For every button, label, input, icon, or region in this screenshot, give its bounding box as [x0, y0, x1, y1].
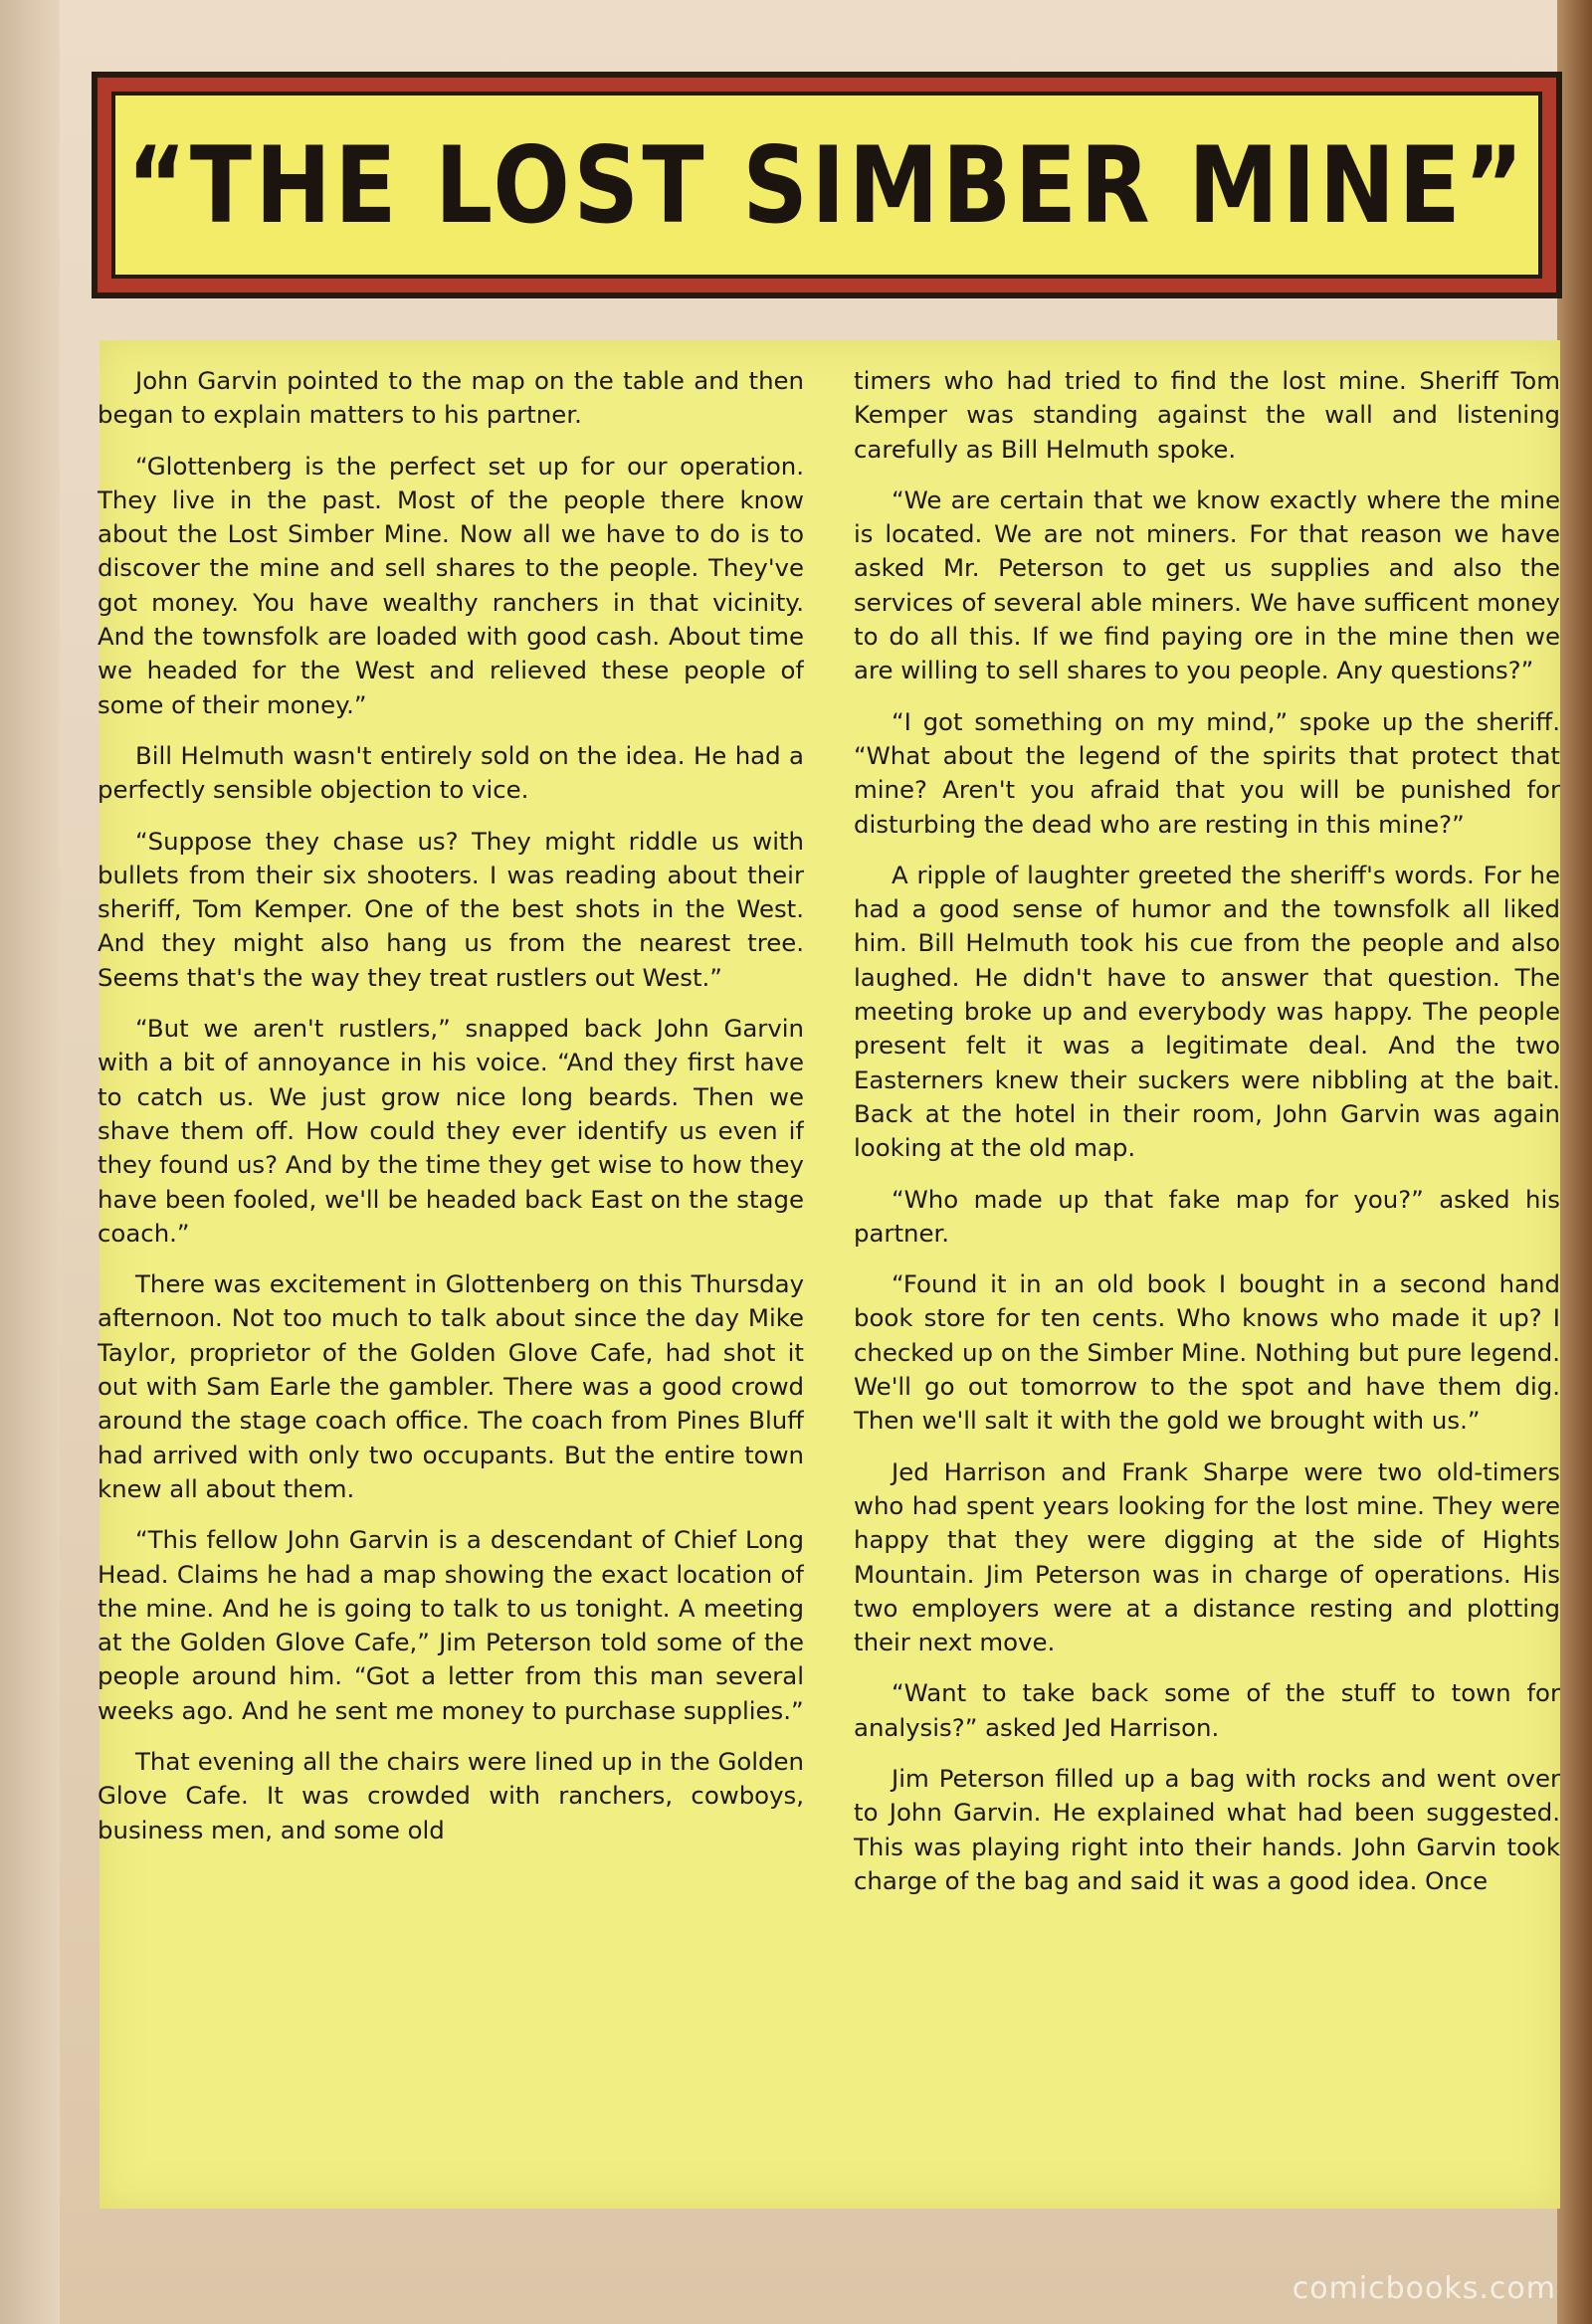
paragraph: “But we aren't rustlers,” snapped back John Garvin with a bit of annoyance in his voice. “And they first have to catch us. We just grow nice long beards. Then we shave them off. How could they ever identify us even if they found us? And by the time they get wise to how they have been fooled, we'll be headed back East on the stage coach.”: [98, 1014, 804, 1248]
paragraph: “Glottenberg is the perfect set up for our operation. They live in the past. Most of the people there know about the Lost Simber Mine. Now all we have to do is to discover the mine and sell shares to the people. They've got money. You have wealthy ranchers in that vicinity. And the townsfolk are loaded with good cash. About time we headed for the West and relieved these people of some of their money.”: [98, 451, 804, 719]
paragraph: “Who made up that fake map for you?” asked his partner.: [854, 1184, 1560, 1248]
paragraph: timers who had tried to find the lost mine. Sheriff Tom Kemper was standing against the wall and listening carefully as Bill Helmuth spoke.: [854, 366, 1560, 464]
paragraph: “I got something on my mind,” spoke up the sheriff. “What about the legend of the spirits that protect that mine? Aren't you afraid that you will be punished for disturbing the dead who are resting in this mine?”: [854, 706, 1560, 839]
paragraph: “Want to take back some of the stuff to town for analysis?” asked Jed Harrison.: [854, 1678, 1560, 1742]
story-title: “THE LOST SIMBER MINE”: [126, 123, 1527, 247]
paragraph: Jim Peterson filled up a bag with rocks and went over to John Garvin. He explained what had been suggested. This was playing right into their hands. John Garvin took charge of the bag and said it was a good idea. Once: [854, 1763, 1560, 1895]
title-banner-inner: [111, 92, 1542, 279]
paragraph: “We are certain that we know exactly where the mine is located. We are not miners. For that reason we have asked Mr. Peterson to get us supplies and also the services of several able miners. We have sufficent money to do all this. If we find paying ore in the mine then we are willing to sell shares to you people. Any questions?”: [854, 484, 1560, 685]
paragraph: “Found it in an old book I bought in a second hand book store for ten cents. Who knows who made it up? I checked up on the Simber Mine. Nothing but pure legend. We'll go out tomorrow to the spot and have them dig. Then we'll salt it with the gold we brought with us.”: [854, 1269, 1560, 1436]
paragraph: “Suppose they chase us? They might riddle us with bullets from their six shooters. I was reading about their sheriff, Tom Kemper. One of the best shots in the West. And they might also hang us from the nearest tree. Seems that's the way they treat rustlers out West.”: [98, 826, 804, 992]
page-right-edge: [1557, 0, 1592, 2324]
title-banner: [92, 72, 1562, 298]
paragraph: Jed Harrison and Frank Sharpe were two old-timers who had spent years looking for the lost mine. They were happy that they were digging at the side of Hights Mountain. Jim Peterson was in charge of operations. His two employers were at a distance resting and plotting their next move.: [854, 1456, 1560, 1657]
site-watermark: comicbooks.com: [1292, 2271, 1556, 2306]
paragraph: There was excitement in Glottenberg on this Thursday afternoon. Not too much to talk about since the day Mike Taylor, proprietor of the Golden Glove Cafe, had shot it out with Sam Earle the gambler. There was a good crowd around the stage coach office. The coach from Pines Bluff had arrived with only two occupants. But the entire town knew all about them.: [98, 1269, 804, 1503]
paragraph: “This fellow John Garvin is a descendant of Chief Long Head. Claims he had a map showing the exact location of the mine. And he is going to talk to us tonight. A meeting at the Golden Glove Cafe,” Jim Peterson told some of the people around him. “Got a letter from this man several weeks ago. And he sent me money to purchase supplies.”: [98, 1525, 804, 1725]
right-column: [854, 364, 1560, 2185]
left-column: [98, 364, 804, 2185]
paragraph: Bill Helmuth wasn't entirely sold on the idea. He had a perfectly sensible objection to vice.: [98, 740, 804, 805]
page-left-edge: [0, 0, 60, 2324]
paragraph: John Garvin pointed to the map on the table and then began to explain matters to his partner.: [98, 366, 804, 430]
paragraph: A ripple of laughter greeted the sheriff's words. For he had a good sense of humor and the townsfolk all liked him. Bill Helmuth took his cue from the people and also laughed. He didn't have to answer that question. The meeting broke up and everybody was happy. The people present felt it was a legitimate deal. And the two Easterners knew their suckers were nibbling at the bait. Back at the hotel in their room, John Garvin was again looking at the old map.: [854, 860, 1560, 1163]
paragraph: That evening all the chairs were lined up in the Golden Glove Cafe. It was crowded with ranchers, cowboys, business men, and some old: [98, 1746, 804, 1844]
